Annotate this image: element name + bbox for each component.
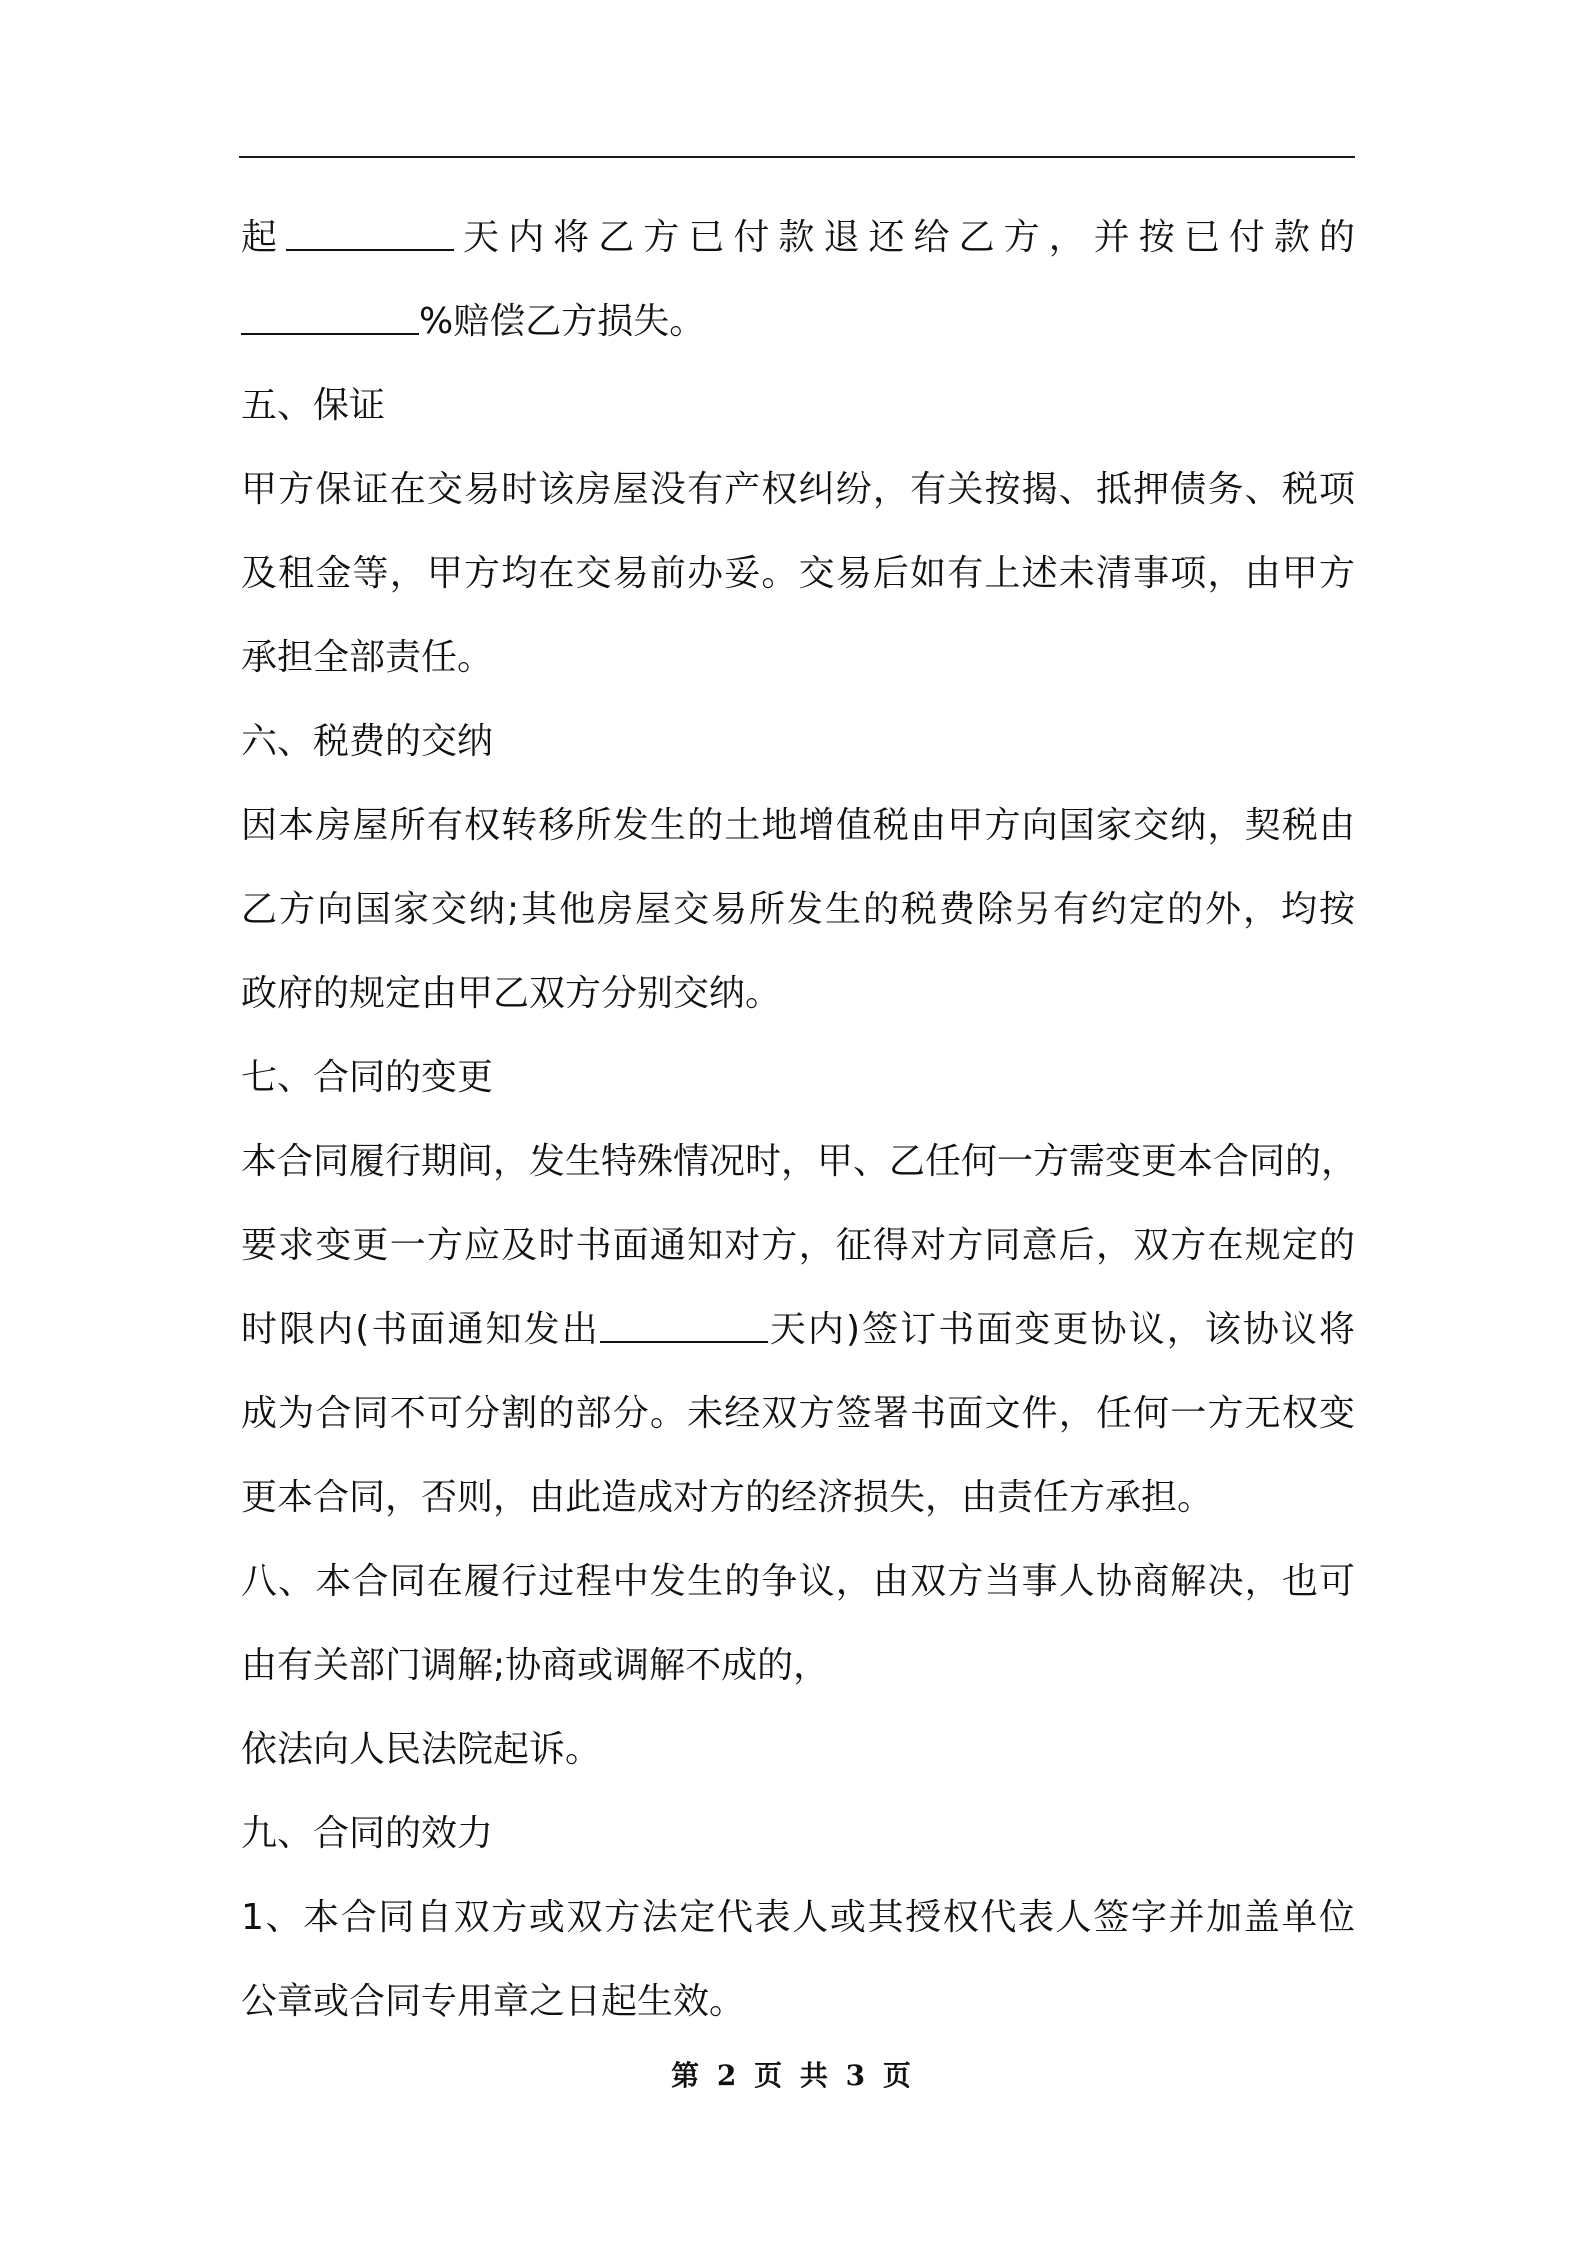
text-line: 成为合同不可分割的部分。未经双方签署书面文件，任何一方无权变 xyxy=(241,1393,1355,1434)
section-heading: 六、税费的交纳 xyxy=(241,721,494,762)
text-fragment: 天内)签订书面变更协议，该协议将 xyxy=(767,1309,1355,1350)
section-heading: 五、保证 xyxy=(241,385,386,426)
text-fragment: 时限内(书面通知发出 xyxy=(241,1309,600,1350)
text-line: 乙方向国家交纳;其他房屋交易所发生的税费除另有约定的外，均按 xyxy=(241,889,1355,930)
fill-in-blank xyxy=(286,216,454,250)
text-line: 承担全部责任。 xyxy=(241,637,494,678)
text-line: 八、本合同在履行过程中发生的争议，由双方当事人协商解决，也可 xyxy=(241,1561,1355,1602)
text-fragment: 天内将乙方已付款退还给乙方，并按已付款的 xyxy=(454,217,1355,258)
text-line: 甲方保证在交易时该房屋没有产权纠纷，有关按揭、抵押债务、税项 xyxy=(241,469,1355,510)
fill-in-blank xyxy=(600,1308,768,1342)
document-body xyxy=(241,196,1358,2044)
fill-in-blank xyxy=(241,300,419,334)
text-line: 更本合同，否则，由此造成对方的经济损失，由责任方承担。 xyxy=(241,1477,1214,1518)
text-line: 及租金等，甲方均在交易前办妥。交易后如有上述未清事项，由甲方 xyxy=(241,553,1355,594)
text-line: 由有关部门调解;协商或调解不成的， xyxy=(241,1645,830,1686)
text-line: 本合同履行期间，发生特殊情况时，甲、乙任何一方需变更本合同的， xyxy=(241,1141,1358,1182)
text-line: 公章或合同专用章之日起生效。 xyxy=(241,1981,746,2022)
page-footer: 第 2 页 共 3 页 xyxy=(671,2059,915,2092)
header-rule xyxy=(239,156,1355,158)
text-fragment: 起 xyxy=(241,217,287,258)
text-line: 因本房屋所有权转移所发生的土地增值税由甲方向国家交纳，契税由 xyxy=(241,805,1355,846)
text-line: 依法向人民法院起诉。 xyxy=(241,1729,602,1770)
text-line xyxy=(241,1288,1355,1372)
text-line: 1、本合同自双方或双方法定代表人或其授权代表人签字并加盖单位 xyxy=(241,1897,1355,1938)
text-fragment: %赔偿乙方损失。 xyxy=(419,301,706,342)
text-line xyxy=(241,196,1355,280)
section-heading: 九、合同的效力 xyxy=(241,1813,494,1854)
section-heading: 七、合同的变更 xyxy=(241,1057,494,1098)
text-line: 要求变更一方应及时书面通知对方，征得对方同意后，双方在规定的 xyxy=(241,1225,1355,1266)
text-line xyxy=(241,280,1355,364)
text-line: 政府的规定由甲乙双方分别交纳。 xyxy=(241,973,782,1014)
